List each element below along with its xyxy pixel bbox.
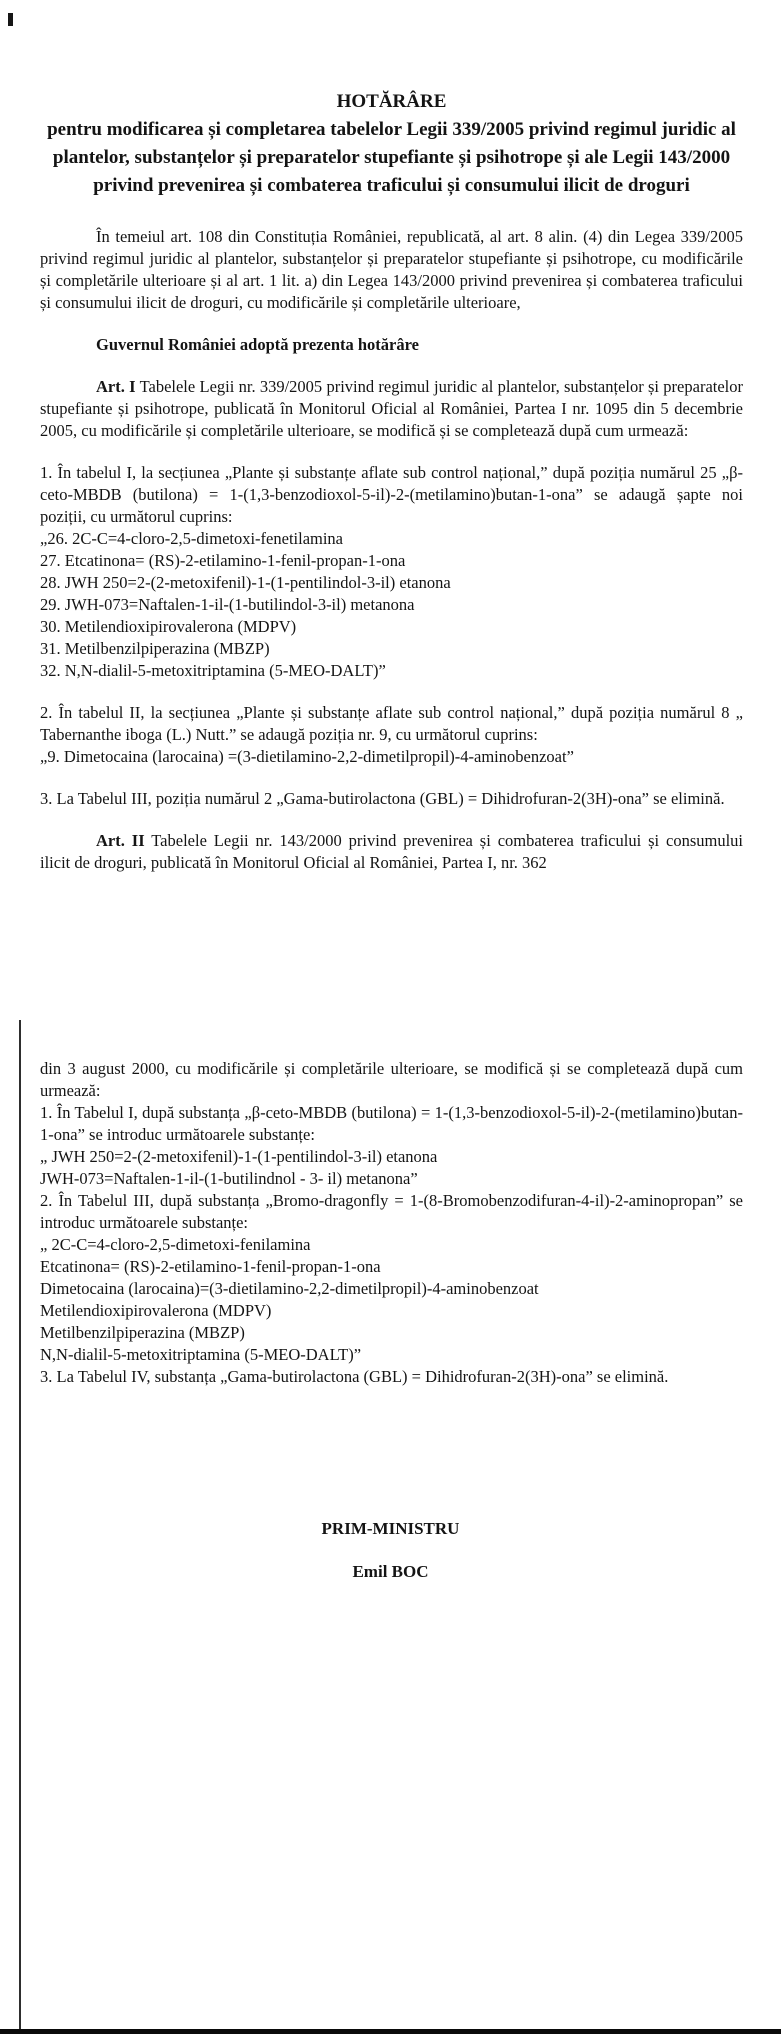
signature-block (0, 1518, 781, 1583)
preamble-paragraph: În temeiul art. 108 din Constituția României, republicată, al art. 8 alin. (4) din Legea 339/2005 privind regimul juridic al plantelor, substanțelor și preparatelor stupefiante și psihotrope, cu modificările și completările ulterioare și al art. 1 lit. a) din Legea 143/2000 privind prevenirea și combaterea traficului și consumului ilicit de droguri, cu modificările și completările ulterioare, (40, 227, 743, 312)
substance-list-item: „ JWH 250=2-(2-metoxifenil)-1-(1-pentilindol-3-il) etanona (40, 1147, 438, 1166)
spacer (40, 682, 743, 702)
scan-page-edge-line (19, 1020, 21, 2030)
art2-point3-paragraph: 3. La Tabelul IV, substanța „Gama-butirolactona (GBL) = Dihidrofuran-2(3H)-ona” se elimină. (40, 1367, 669, 1386)
spacer (40, 314, 743, 334)
substance-list-item: N,N-dialil-5-metoxitriptamina (5-MEO-DALT)” (40, 1345, 362, 1364)
signature-name: Emil BOC (352, 1562, 429, 1581)
art1-body: Tabelele Legii nr. 339/2005 privind regimul juridic al plantelor, substanțelor și preparatelor stupefiante și psihotrope, publicată în Monitorul Oficial al României, Partea I nr. 1095 din 5 decembrie 2005, cu modificările și completările ulterioare, se modifică și se completează după cum urmează: (40, 377, 744, 440)
art2-point1-paragraph: 1. În Tabelul I, după substanța „β-ceto-MBDB (butilona) = 1-(1,3-benzodioxol-5-il)-2-(metilamino)butan-1-ona” se introduc următoarele substanțe: (40, 1103, 743, 1144)
spacer (40, 356, 743, 376)
art2-point2-paragraph: 2. În Tabelul III, după substanța „Bromo-dragonfly = 1-(8-Bromobenzodifuran-4-il)-2-aminopropan” se introduc următoarele substanțe: (40, 1191, 743, 1232)
substance-list-item: 31. Metilbenzilpiperazina (MBZP) (40, 639, 270, 658)
art1-point2-paragraph: 2. În tabelul II, la secțiunea „Plante și substanțe aflate sub control național,” după poziția numărul 8 „ Tabernanthe iboga (L.) Nutt.” se adaugă poziția nr. 9, cu următorul cuprins: (40, 703, 743, 744)
signature-role: PRIM-MINISTRU (321, 1519, 460, 1538)
page1-content (0, 0, 781, 874)
substance-list-item: Etcatinona= (RS)-2-etilamino-1-fenil-propan-1-ona (40, 1257, 381, 1276)
art1-point3-paragraph: 3. La Tabelul III, poziția numărul 2 „Gama-butirolactona (GBL) = Dihidrofuran-2(3H)-ona” se elimină. (40, 789, 725, 808)
substance-list-item: „ 2C-C=4-cloro-2,5-dimetoxi-fenilamina (40, 1235, 311, 1254)
substance-list-item: Dimetocaina (larocaina)=(3-dietilamino-2,2-dimetilpropil)-4-aminobenzoat (40, 1279, 539, 1298)
substance-list-item: Metilendioxipirovalerona (MDPV) (40, 1301, 272, 1320)
enactment-line: Guvernul României adoptă prezenta hotărâre (96, 335, 419, 354)
scan-artifact-mark (8, 13, 13, 26)
art2-lead: Art. II (96, 831, 145, 850)
substance-list-item: „26. 2C-C=4-cloro-2,5-dimetoxi-fenetilamina (40, 529, 344, 548)
substance-list-item: 30. Metilendioxipirovalerona (MDPV) (40, 617, 297, 636)
substance-list-item: 27. Etcatinona= (RS)-2-etilamino-1-fenil-propan-1-ona (40, 551, 406, 570)
art2-body: Tabelele Legii nr. 143/2000 privind prevenirea și combaterea traficului și consumului ilicit de droguri, publicată în Monitorul Oficial al României, Partea I, nr. 362 (40, 831, 743, 872)
page2-content (40, 1058, 743, 1388)
substance-list-item: „9. Dimetocaina (larocaina) =(3-dietilamino-2,2-dimetilpropil)-4-aminobenzoat” (40, 747, 574, 766)
spacer (40, 442, 743, 462)
document-subtitle: pentru modificarea și completarea tabelelor Legii 339/2005 privind regimul juridic al plantelor, substanțelor și preparatelor stupefiante și psihotrope și ale Legii 143/2000 privind prevenirea și combaterea traficului și consumului ilicit de droguri (47, 119, 736, 196)
art2-continuation: din 3 august 2000, cu modificările și completările ulterioare, se modifică și se completează după cum urmează: (40, 1059, 743, 1100)
art1-lead: Art. I (96, 377, 136, 396)
spacer (40, 768, 743, 788)
substance-list-item: JWH-073=Naftalen-1-il-(1-butilindnol - 3- il) metanona” (40, 1169, 418, 1188)
spacer (40, 810, 743, 830)
art1-paragraph (40, 376, 743, 442)
document-title: HOTĂRÂRE (336, 91, 447, 112)
substance-list-item: 32. N,N-dialil-5-metoxitriptamina (5-MEO-DALT)” (40, 661, 386, 680)
scan-bottom-bar (0, 2029, 781, 2034)
substance-list-item: 29. JWH-073=Naftalen-1-il-(1-butilindol-3-il) metanona (40, 595, 415, 614)
art2-paragraph (40, 830, 743, 874)
substance-list-item: 28. JWH 250=2-(2-metoxifenil)-1-(1-pentilindol-3-il) etanona (40, 573, 451, 592)
art1-point1-paragraph: 1. În tabelul I, la secțiunea „Plante și substanțe aflate sub control național,” după poziția numărul 25 „β-ceto-MBDB (butilona) = 1-(1,3-benzodioxol-5-il)-2-(metilamino)butan-1-ona” se adaugă șapte noi poziții, cu următorul cuprins: (40, 463, 743, 526)
substance-list-item: Metilbenzilpiperazina (MBZP) (40, 1323, 245, 1342)
